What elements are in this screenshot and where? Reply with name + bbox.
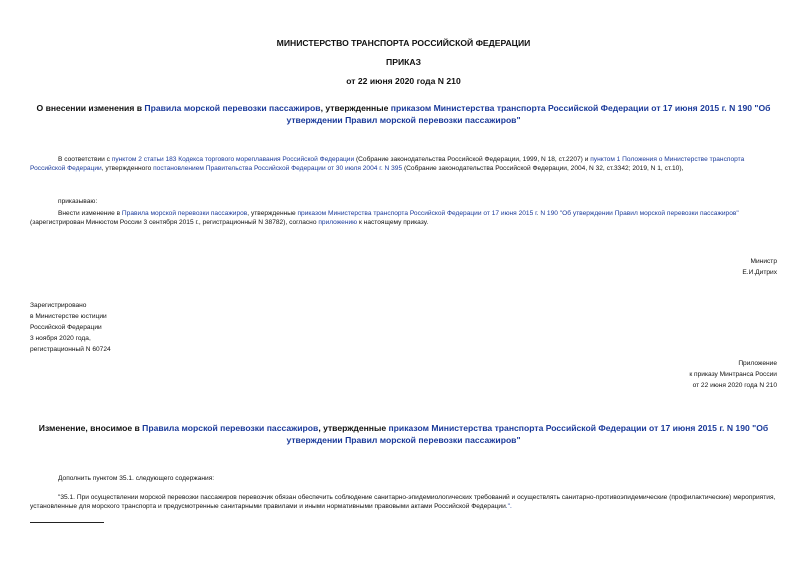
registration-line: в Министерстве юстиции [30, 313, 107, 320]
preamble-paragraph [30, 155, 777, 174]
title-text: О внесении изменения в [36, 103, 145, 113]
appendix-title [30, 422, 777, 446]
title-text: , утвержденные [320, 103, 391, 113]
order-text: , утвержденные [247, 210, 298, 217]
order-word: приказываю: [58, 198, 98, 205]
ministry-heading: МИНИСТЕРСТВО ТРАНСПОРТА РОССИЙСКОЙ ФЕДЕРАЦИИ [276, 38, 531, 48]
registration-line: Зарегистрировано [30, 302, 87, 309]
preamble-text: (Собрание законодательства Российской Федерации, 2004, N 32, ст.3342; 2019, N 1, ст.10), [402, 165, 684, 173]
title-link-rules[interactable]: Правила морской перевозки пассажиров [144, 103, 321, 113]
appendix-title-text: Изменение, вносимое в [38, 423, 143, 433]
appendix-title-link-rules[interactable]: Правила морской перевозки пассажиров [142, 423, 319, 433]
link-rules[interactable]: Правила морской перевозки пассажиров [121, 210, 248, 217]
signature-name: Е.И.Дитрих [742, 269, 777, 276]
appendix-title-text: , утвержденные [318, 423, 389, 433]
appendix-line: Приложение [738, 360, 777, 367]
footnote-divider [30, 522, 104, 523]
link-government-decree[interactable]: постановлением Правительства Российской Федерации от 30 июля 2004 г. N 395 [153, 165, 403, 173]
link-order-190[interactable]: приказом Министерства транспорта Российской Федерации от 17 июня 2015 г. N 190 "Об утверждении Правил морской перевозки пассажиров" [297, 210, 739, 217]
document-title [30, 102, 777, 126]
appendix-line: от 22 июня 2020 года N 210 [692, 382, 777, 389]
document-date-number: от 22 июня 2020 года N 210 [346, 76, 461, 86]
order-text: Внести изменение в [58, 210, 122, 217]
order-paragraph [30, 209, 777, 228]
preamble-text: В соответствии с [58, 156, 112, 163]
amendment-intro: Дополнить пунктом 35.1. следующего содержания: [58, 475, 215, 482]
order-text: (зарегистрирован Минюстом России 3 сентября 2015 г., регистрационный N 38782), согласно [30, 219, 319, 227]
amendment-text: "35.1. При осуществлении морской перевозки пассажиров перевозчик обязан обеспечить соблюдение санитарно-эпидемиологических требований и осуществлять санитарно-противоэпидемические (профилактические) мероприятия, установленные для морского транспорта и предусмотренные санитарными правилами и иными нормативными правовыми актами Российской Федерации [30, 494, 776, 511]
registration-line: 3 ноября 2020 года, [30, 335, 91, 342]
appendix-reference [689, 358, 777, 391]
signature-position: Министр [750, 258, 777, 265]
registration-line: регистрационный N 60724 [30, 346, 111, 353]
appendix-line: к приказу Минтранса России [689, 371, 777, 378]
registration-line: Российской Федерации [30, 324, 102, 331]
appendix-title-link-order[interactable]: приказом Министерства транспорта Российской Федерации от 17 июня 2015 г. N 190 "Об утверждении Правил морской перевозки пассажиров" [286, 423, 769, 445]
order-text: к настоящему приказу. [357, 219, 429, 227]
link-appendix[interactable]: приложению [318, 219, 358, 227]
link-maritime-code[interactable]: пунктом 2 статьи 183 Кодекса торгового мореплавания Российской Федерации [111, 156, 355, 163]
preamble-text: (Собрание законодательства Российской Федерации, 1999, N 18, ст.2207) и [354, 156, 591, 163]
amendment-paragraph [30, 493, 777, 512]
preamble-text: , утвержденного [101, 165, 154, 173]
document-type: ПРИКАЗ [386, 57, 421, 67]
footnote-link[interactable]: .". [505, 503, 512, 511]
link-ministry-regulation[interactable]: пунктом 1 Положения о Министерстве транспорта Российской Федерации [30, 156, 745, 173]
registration-block [30, 300, 111, 355]
title-link-order[interactable]: приказом Министерства транспорта Российской Федерации от 17 июня 2015 г. N 190 "Об утверждении Правил морской перевозки пассажиров" [286, 103, 771, 125]
